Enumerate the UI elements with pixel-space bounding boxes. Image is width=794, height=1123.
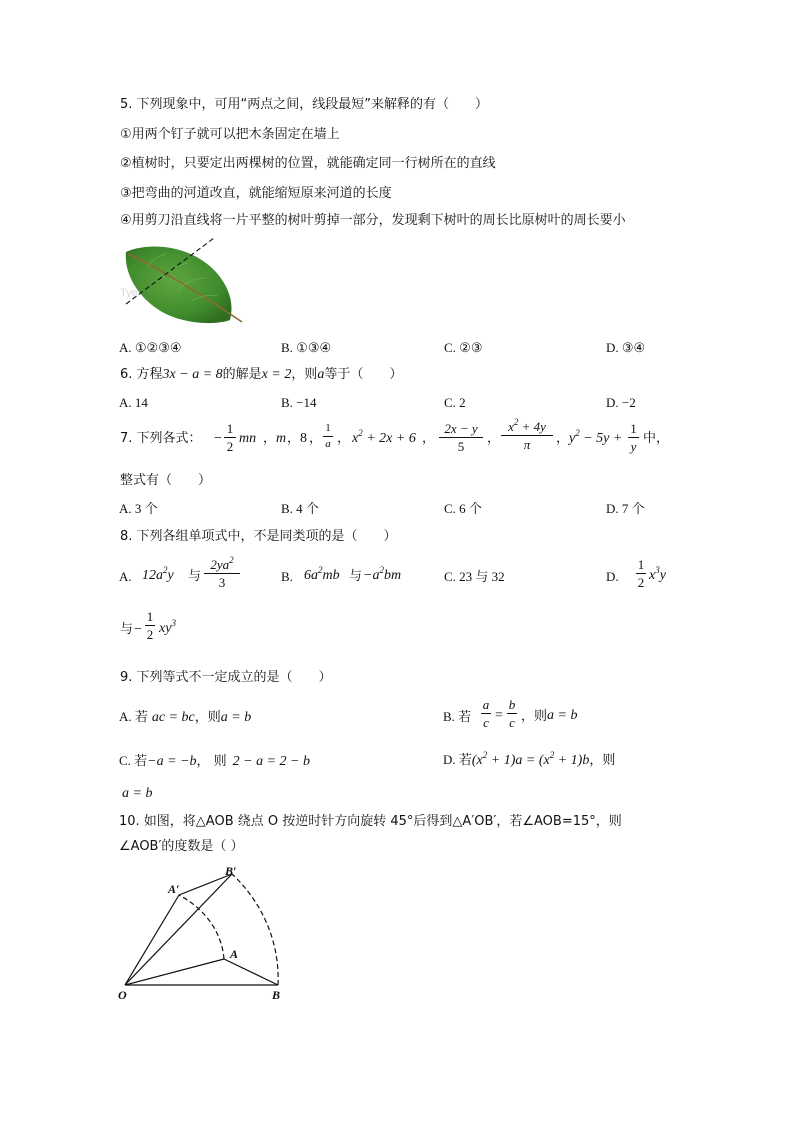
q8-option-d-label[interactable]: D. xyxy=(606,569,619,584)
q9-a-expr: ac = bc xyxy=(151,710,195,725)
q6-equation: 3x − a = 8 xyxy=(162,367,223,382)
label-b: B xyxy=(272,988,281,1002)
q9-option-b-label[interactable]: B. 若 xyxy=(443,709,472,724)
q8-d2-var-exp: 3 xyxy=(171,618,176,628)
q8-a-yu: 与 xyxy=(188,569,202,584)
q5-option-c[interactable]: C. ②③ xyxy=(444,340,483,355)
q9-b-frac2 xyxy=(507,698,517,729)
q10-stem-line2: ∠AOB′的度数是（ ） xyxy=(119,839,244,854)
q9-a-label: A. 若 xyxy=(119,709,148,724)
segment-ab xyxy=(224,959,278,985)
q9-b-then: ，则 xyxy=(521,709,548,724)
q9-c-expr: −a = −b xyxy=(147,754,197,769)
q9-c-label: C. 若 xyxy=(119,753,148,768)
q8-option-a-label[interactable]: A. xyxy=(119,569,132,584)
q8-d-frac xyxy=(636,558,646,589)
q7-t1-num: 1 xyxy=(226,421,234,436)
q8-d2-frac xyxy=(145,610,155,641)
q7-sep-6: ， xyxy=(487,431,501,446)
q8-d-var xyxy=(649,565,666,583)
q6-suffix: 等于（ ） xyxy=(324,367,403,382)
arc-b-to-b-prime xyxy=(232,874,278,985)
q9-b-den2: c xyxy=(509,715,515,730)
q9-option-a[interactable] xyxy=(119,710,251,725)
q5-item-4: ④用剪刀沿直线将一片平整的树叶剪掉一部分，发现剩下树叶的周长比原树叶的周长要小 xyxy=(120,213,626,228)
q7-option-c[interactable]: C. 6 个 xyxy=(444,501,482,516)
q6-option-a[interactable]: A. 14 xyxy=(119,395,148,410)
q7-end: 中， xyxy=(643,431,670,446)
q8-d-var-rest: y xyxy=(659,568,666,583)
q9-b-den1: c xyxy=(483,715,489,730)
q9-b-result: a = b xyxy=(547,708,578,723)
label-o: O xyxy=(118,988,127,1002)
q7-t4-num: 1 xyxy=(325,422,331,434)
q7-sep-2: ， xyxy=(287,431,301,446)
q5-option-a[interactable]: A. ①②③④ xyxy=(119,340,182,355)
q7-t8-den: y xyxy=(630,439,637,454)
q7-t8-exp: 2 xyxy=(575,428,580,438)
q9-d-exp1: 2 xyxy=(482,750,488,760)
q8-d-num: 1 xyxy=(637,557,645,572)
q8-b-term1 xyxy=(304,565,340,583)
q7-sep-1: ， xyxy=(263,431,277,446)
q9-b-eq: = xyxy=(495,708,503,723)
q10-stem-line1: 10. 如图，将△AOB 绕点 O 按逆时针方向旋转 45°后得到△A′OB′，若∠AOB=15°，则 xyxy=(119,814,622,829)
q8-d2-sign: − xyxy=(134,622,142,637)
q7-t7-num-rest: + 4y xyxy=(518,419,546,434)
q9-d-exp2: 2 xyxy=(549,750,555,760)
q7-t4-den: a xyxy=(325,438,331,450)
leaf-watermark: Tye xyxy=(120,287,138,299)
q7-t1-var: mn xyxy=(239,431,257,446)
q7-t5 xyxy=(352,428,416,446)
q7-t6-frac xyxy=(439,422,483,453)
q8-d2-var-base: xy xyxy=(159,621,172,636)
q9-option-c[interactable] xyxy=(119,754,310,769)
q7-t5-exp: 2 xyxy=(358,428,363,438)
q8-d2-num: 1 xyxy=(146,609,154,624)
q6-stem-prefix: 6. 方程 xyxy=(120,367,163,382)
q8-b-term2 xyxy=(363,565,402,583)
q8-d2-den: 2 xyxy=(146,627,154,642)
q9-b-num1: a xyxy=(482,697,490,712)
q9-d-expr-m: + 1)a = (x xyxy=(487,753,550,768)
q9-a-result: a = b xyxy=(220,710,252,725)
q10-rotation-figure xyxy=(112,862,302,1002)
q7-t2: m xyxy=(276,431,287,446)
q8-b-term2-base: −a xyxy=(363,568,380,583)
q7-line2: 整式有（ ） xyxy=(120,473,212,488)
q6-suffix-pre: ，则 xyxy=(291,367,318,382)
q6-option-c[interactable]: C. 2 xyxy=(444,395,466,410)
q9-a-then: ，则 xyxy=(194,710,221,725)
q8-a-frac xyxy=(204,555,240,590)
q7-t7-frac xyxy=(501,417,553,452)
q9-option-d[interactable] xyxy=(443,750,616,768)
q8-b-term2-rest: bm xyxy=(383,568,402,583)
q7-t1-den: 2 xyxy=(226,439,234,454)
q8-option-b-label[interactable]: B. xyxy=(281,569,293,584)
q7-t8 xyxy=(569,428,623,446)
q7-t5-rest: + 2x + 6 xyxy=(362,431,416,446)
q8-a-frac-exp: 2 xyxy=(229,555,234,565)
q6-option-b[interactable]: B. −14 xyxy=(281,395,317,410)
q5-stem: 5. 下列现象中，可用“两点之间，线段最短”来解释的有（ ） xyxy=(120,97,489,112)
q7-t6-den: 5 xyxy=(457,439,465,454)
arc-a-to-a-prime xyxy=(179,895,224,959)
q8-b-term2-exp: 2 xyxy=(379,565,384,575)
q8-d-var-exp: 3 xyxy=(655,565,660,575)
q9-c-then: ， 则 xyxy=(196,754,227,769)
q8-a-frac-num xyxy=(204,555,240,573)
q8-stem: 8. 下列各组单项式中，不是同类项的是（ ） xyxy=(120,529,397,544)
q8-d-den: 2 xyxy=(637,575,645,590)
q6-option-d[interactable]: D. −2 xyxy=(606,395,636,410)
q6-solution: x = 2 xyxy=(261,367,292,382)
q7-t8-num: 1 xyxy=(630,421,637,436)
q8-d-yu: 与 xyxy=(120,622,134,637)
q9-stem: 9. 下列等式不一定成立的是（ ） xyxy=(120,670,332,685)
q9-d-expr-l: (x xyxy=(471,753,483,768)
label-a: A xyxy=(230,947,239,961)
q8-a-frac-den: 3 xyxy=(218,575,226,590)
q5-item-1: ①用两个钉子就可以把木条固定在墙上 xyxy=(120,127,340,142)
q7-t8-rest: − 5y + xyxy=(579,431,623,446)
q7-t6-num: 2x − y xyxy=(444,421,478,436)
q8-b-yu: 与 xyxy=(349,569,363,584)
q8-a-term-exp: 2 xyxy=(163,565,168,575)
q5-item-2: ②植树时，只要定出两棵树的位置，就能确定同一行树所在的直线 xyxy=(120,156,496,171)
q7-sep-7: ， xyxy=(556,431,570,446)
q6-var: a xyxy=(317,367,325,382)
q6-stem xyxy=(120,368,402,382)
q8-option-c[interactable]: C. 23 与 32 xyxy=(444,569,505,584)
q7-t1-sign: − xyxy=(214,431,222,446)
q8-a-term xyxy=(142,565,174,583)
q7-sep-4: ， xyxy=(337,431,351,446)
q7-option-b[interactable]: B. 4 个 xyxy=(281,501,319,516)
q7-t7-num-x: x xyxy=(508,419,514,434)
q7-t4-frac xyxy=(323,423,333,450)
q9-d-label: D. 若 xyxy=(443,752,472,767)
q8-d-var-base: x xyxy=(649,568,656,583)
q9-d-result: a = b xyxy=(122,786,153,801)
q7-t7-den: π xyxy=(523,437,531,452)
q7-t8-frac xyxy=(628,422,639,453)
q5-option-b[interactable]: B. ①③④ xyxy=(281,340,332,355)
q7-t5-x: x xyxy=(352,431,359,446)
q8-a-term-base: 12a xyxy=(142,568,163,583)
q7-t1-frac xyxy=(224,422,236,453)
q6-middle: 的解是 xyxy=(222,367,262,382)
q7-t8-y: y xyxy=(569,431,576,446)
q5-option-d[interactable]: D. ③④ xyxy=(606,340,646,355)
q8-b-term1-base: 6a xyxy=(304,568,318,583)
q7-t7-exp: 2 xyxy=(513,417,519,427)
q8-a-term-rest: y xyxy=(167,568,174,583)
q9-c-result: 2 − a = 2 − b xyxy=(232,754,310,769)
q9-b-frac1 xyxy=(481,698,491,729)
label-b-prime: B′ xyxy=(225,864,237,878)
q7-stem: 7. 下列各式： xyxy=(120,431,202,446)
q9-b-num2: b xyxy=(508,697,516,712)
q7-t7-num xyxy=(501,417,553,435)
q9-d-expr-r: + 1)b xyxy=(554,753,590,768)
q9-d-then: ，则 xyxy=(589,753,616,768)
q7-sep-3: ， xyxy=(309,431,323,446)
q5-item-3: ③把弯曲的河道改直，就能缩短原来河道的长度 xyxy=(120,186,392,201)
q8-b-term1-rest: mb xyxy=(322,568,340,583)
q8-d2-var xyxy=(159,618,176,636)
q9-d-expr xyxy=(471,750,590,768)
leaf-image xyxy=(118,238,248,330)
q7-sep-5: ， xyxy=(422,431,436,446)
q7-option-a[interactable]: A. 3 个 xyxy=(119,501,158,516)
q8-a-frac-num-base: 2ya xyxy=(210,557,230,572)
q7-t3: 8 xyxy=(300,431,307,446)
q7-option-d[interactable]: D. 7 个 xyxy=(606,501,645,516)
q8-b-term1-exp: 2 xyxy=(318,565,323,575)
segment-oa-prime xyxy=(125,895,179,985)
label-a-prime: A′ xyxy=(168,882,180,896)
segment-oa xyxy=(125,959,224,985)
